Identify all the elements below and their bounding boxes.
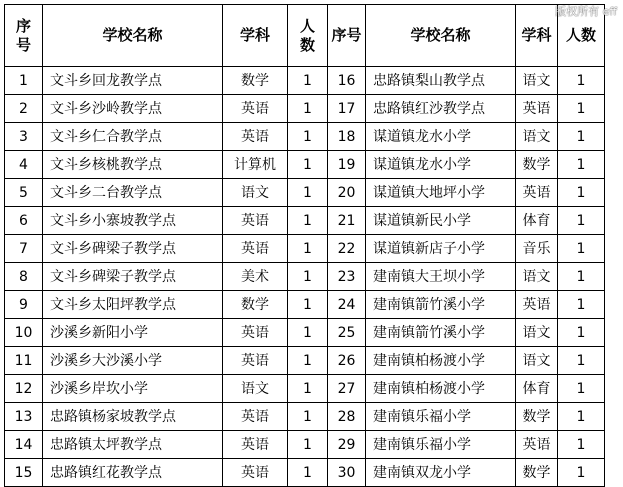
header-count-right: 人数 xyxy=(558,5,605,67)
subject-cell-right: 体育 xyxy=(516,375,558,403)
header-subject-left: 学科 xyxy=(223,5,288,67)
school-cell-right: 建南镇柏杨渡小学 xyxy=(366,375,516,403)
subject-cell-right: 语文 xyxy=(516,263,558,291)
count-cell-right: 1 xyxy=(558,207,605,235)
subject-cell-left: 英语 xyxy=(223,459,288,487)
index-cell-right: 18 xyxy=(328,123,366,151)
header-count-left: 人数 xyxy=(288,5,328,67)
subject-cell-right: 语文 xyxy=(516,123,558,151)
index-cell-right: 19 xyxy=(328,151,366,179)
school-cell-left: 沙溪乡新阳小学 xyxy=(43,319,223,347)
index-cell-right: 25 xyxy=(328,319,366,347)
index-cell-right: 29 xyxy=(328,431,366,459)
subject-cell-left: 数学 xyxy=(223,67,288,95)
subject-cell-left: 数学 xyxy=(223,291,288,319)
index-cell-right: 23 xyxy=(328,263,366,291)
header-row xyxy=(5,5,605,67)
subject-cell-right: 体育 xyxy=(516,207,558,235)
school-cell-right: 建南镇箭竹溪小学 xyxy=(366,291,516,319)
index-cell-right: 26 xyxy=(328,347,366,375)
subject-cell-right: 数学 xyxy=(516,151,558,179)
school-cell-left: 沙溪乡岸坎小学 xyxy=(43,375,223,403)
index-cell-left: 10 xyxy=(5,319,43,347)
count-cell-left: 1 xyxy=(288,95,328,123)
index-cell-left: 15 xyxy=(5,459,43,487)
school-cell-right: 谋道镇新店子小学 xyxy=(366,235,516,263)
count-cell-left: 1 xyxy=(288,179,328,207)
school-cell-right: 建南镇乐福小学 xyxy=(366,431,516,459)
count-cell-left: 1 xyxy=(288,291,328,319)
index-cell-right: 30 xyxy=(328,459,366,487)
subject-cell-left: 英语 xyxy=(223,95,288,123)
school-cell-right: 建南镇箭竹溪小学 xyxy=(366,319,516,347)
count-cell-left: 1 xyxy=(288,319,328,347)
count-cell-left: 1 xyxy=(288,235,328,263)
school-cell-left: 文斗乡碑梁子教学点 xyxy=(43,235,223,263)
index-cell-left: 14 xyxy=(5,431,43,459)
subject-cell-left: 英语 xyxy=(223,123,288,151)
school-cell-right: 谋道镇龙水小学 xyxy=(366,151,516,179)
count-cell-right: 1 xyxy=(558,67,605,95)
count-cell-right: 1 xyxy=(558,235,605,263)
table-row xyxy=(5,151,605,179)
table-row xyxy=(5,431,605,459)
school-cell-left: 忠路镇太坪教学点 xyxy=(43,431,223,459)
table-row xyxy=(5,67,605,95)
index-cell-left: 4 xyxy=(5,151,43,179)
subject-cell-left: 英语 xyxy=(223,431,288,459)
subject-cell-left: 英语 xyxy=(223,235,288,263)
count-cell-left: 1 xyxy=(288,67,328,95)
count-cell-left: 1 xyxy=(288,375,328,403)
count-cell-right: 1 xyxy=(558,459,605,487)
table-row xyxy=(5,179,605,207)
index-cell-left: 7 xyxy=(5,235,43,263)
index-cell-left: 2 xyxy=(5,95,43,123)
count-cell-right: 1 xyxy=(558,319,605,347)
school-cell-left: 文斗乡碑梁子教学点 xyxy=(43,263,223,291)
school-cell-left: 文斗乡二台教学点 xyxy=(43,179,223,207)
school-cell-right: 建南镇双龙小学 xyxy=(366,459,516,487)
watermark: 版权所有 eff xyxy=(555,5,617,18)
school-cell-left: 沙溪乡大沙溪小学 xyxy=(43,347,223,375)
count-cell-right: 1 xyxy=(558,95,605,123)
school-cell-right: 谋道镇大地坪小学 xyxy=(366,179,516,207)
subject-cell-left: 英语 xyxy=(223,347,288,375)
index-cell-left: 9 xyxy=(5,291,43,319)
recruitment-table-container xyxy=(4,4,605,487)
header-index-left: 序号 xyxy=(5,5,43,67)
subject-cell-right: 语文 xyxy=(516,319,558,347)
subject-cell-right: 语文 xyxy=(516,347,558,375)
count-cell-right: 1 xyxy=(558,375,605,403)
subject-cell-right: 数学 xyxy=(516,403,558,431)
header-school-left: 学校名称 xyxy=(43,5,223,67)
index-cell-right: 17 xyxy=(328,95,366,123)
count-cell-left: 1 xyxy=(288,207,328,235)
table-row xyxy=(5,235,605,263)
index-cell-left: 13 xyxy=(5,403,43,431)
subject-cell-right: 音乐 xyxy=(516,235,558,263)
count-cell-left: 1 xyxy=(288,431,328,459)
index-cell-right: 24 xyxy=(328,291,366,319)
subject-cell-right: 英语 xyxy=(516,431,558,459)
subject-cell-left: 英语 xyxy=(223,319,288,347)
table-row xyxy=(5,207,605,235)
school-cell-left: 文斗乡太阳坪教学点 xyxy=(43,291,223,319)
subject-cell-right: 数学 xyxy=(516,459,558,487)
school-cell-right: 忠路镇红沙教学点 xyxy=(366,95,516,123)
table-row xyxy=(5,123,605,151)
subject-cell-left: 英语 xyxy=(223,403,288,431)
school-cell-left: 文斗乡仁合教学点 xyxy=(43,123,223,151)
index-cell-left: 11 xyxy=(5,347,43,375)
count-cell-left: 1 xyxy=(288,123,328,151)
index-cell-left: 12 xyxy=(5,375,43,403)
header-index-right: 序号 xyxy=(328,5,366,67)
index-cell-left: 6 xyxy=(5,207,43,235)
school-cell-left: 忠路镇杨家坡教学点 xyxy=(43,403,223,431)
table-row xyxy=(5,263,605,291)
school-cell-right: 建南镇乐福小学 xyxy=(366,403,516,431)
count-cell-left: 1 xyxy=(288,263,328,291)
school-cell-right: 谋道镇龙水小学 xyxy=(366,123,516,151)
subject-cell-right: 英语 xyxy=(516,291,558,319)
count-cell-left: 1 xyxy=(288,151,328,179)
table-row xyxy=(5,403,605,431)
school-cell-left: 文斗乡回龙教学点 xyxy=(43,67,223,95)
index-cell-left: 5 xyxy=(5,179,43,207)
index-cell-right: 16 xyxy=(328,67,366,95)
subject-cell-left: 英语 xyxy=(223,207,288,235)
table-body xyxy=(5,67,605,487)
count-cell-left: 1 xyxy=(288,347,328,375)
count-cell-right: 1 xyxy=(558,123,605,151)
subject-cell-left: 语文 xyxy=(223,375,288,403)
count-cell-right: 1 xyxy=(558,291,605,319)
count-cell-right: 1 xyxy=(558,403,605,431)
school-cell-left: 文斗乡小寨坡教学点 xyxy=(43,207,223,235)
count-cell-right: 1 xyxy=(558,179,605,207)
index-cell-right: 27 xyxy=(328,375,366,403)
count-cell-right: 1 xyxy=(558,151,605,179)
table-row xyxy=(5,319,605,347)
table-row xyxy=(5,95,605,123)
count-cell-left: 1 xyxy=(288,403,328,431)
index-cell-left: 1 xyxy=(5,67,43,95)
subject-cell-right: 英语 xyxy=(516,95,558,123)
school-cell-right: 建南镇柏杨渡小学 xyxy=(366,347,516,375)
count-cell-left: 1 xyxy=(288,459,328,487)
school-cell-right: 忠路镇梨山教学点 xyxy=(366,67,516,95)
subject-cell-left: 语文 xyxy=(223,179,288,207)
school-cell-right: 建南镇大王坝小学 xyxy=(366,263,516,291)
count-cell-right: 1 xyxy=(558,347,605,375)
count-cell-right: 1 xyxy=(558,431,605,459)
index-cell-left: 8 xyxy=(5,263,43,291)
table-row xyxy=(5,347,605,375)
index-cell-right: 22 xyxy=(328,235,366,263)
subject-cell-left: 美术 xyxy=(223,263,288,291)
header-school-right: 学校名称 xyxy=(366,5,516,67)
school-cell-left: 文斗乡核桃教学点 xyxy=(43,151,223,179)
header-subject-right: 学科 xyxy=(516,5,558,67)
subject-cell-left: 计算机 xyxy=(223,151,288,179)
subject-cell-right: 英语 xyxy=(516,179,558,207)
index-cell-right: 28 xyxy=(328,403,366,431)
table-row xyxy=(5,459,605,487)
table-row xyxy=(5,375,605,403)
table-row xyxy=(5,291,605,319)
index-cell-right: 20 xyxy=(328,179,366,207)
index-cell-left: 3 xyxy=(5,123,43,151)
count-cell-right: 1 xyxy=(558,263,605,291)
recruitment-table xyxy=(4,4,605,487)
subject-cell-right: 语文 xyxy=(516,67,558,95)
school-cell-left: 忠路镇红花教学点 xyxy=(43,459,223,487)
school-cell-left: 文斗乡沙岭教学点 xyxy=(43,95,223,123)
index-cell-right: 21 xyxy=(328,207,366,235)
school-cell-right: 谋道镇新民小学 xyxy=(366,207,516,235)
